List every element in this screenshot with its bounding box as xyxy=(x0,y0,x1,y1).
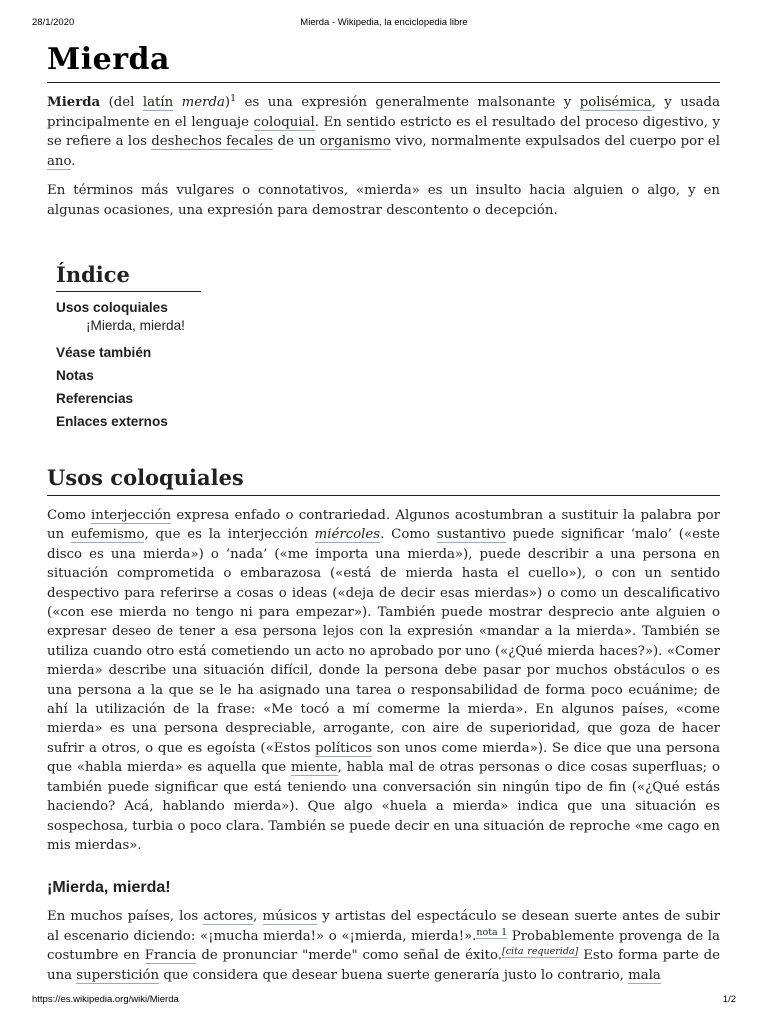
link-politicos[interactable]: políticos xyxy=(315,740,373,756)
text-run: Como xyxy=(47,508,92,523)
link-organismo[interactable]: organismo xyxy=(319,134,391,149)
text-run: , que es la interjección xyxy=(144,527,315,543)
link-musicos[interactable]: músicos xyxy=(262,909,318,925)
text-run: Probablemente provenga de la costumbre en xyxy=(47,928,720,964)
text-run: de un xyxy=(273,134,320,149)
link-mala[interactable]: mala xyxy=(628,967,661,983)
note-1[interactable]: nota 1 xyxy=(476,926,508,938)
text-run: expresa enfado o contrariedad. Algunos acostumbran a sustituir la palabra por un xyxy=(47,508,720,543)
table-of-contents xyxy=(56,262,201,431)
link-ano[interactable]: ano xyxy=(47,153,72,169)
print-page-title: Mierda - Wikipedia, la enciclopedia libre xyxy=(300,17,468,28)
text-run xyxy=(173,95,181,110)
intro-term: Mierda xyxy=(47,95,101,110)
toc-title: Índice xyxy=(56,262,201,292)
link-miercoles-text: miércoles xyxy=(314,527,381,543)
usos-paragraph xyxy=(47,506,720,855)
text-run: En muchos países, los xyxy=(47,909,204,925)
print-page-number: 1/2 xyxy=(722,994,736,1005)
toc-item-notas[interactable]: Notas xyxy=(56,368,94,383)
link-miercoles[interactable] xyxy=(315,527,381,543)
text-run: y artistas del espectáculo se desean suerte antes de subir al escenario diciendo: «¡mucha mierda!» o «¡mierda, mierda!». xyxy=(47,909,720,944)
subsection-heading-mierda: ¡Mierda, mierda! xyxy=(47,879,171,897)
print-footer xyxy=(32,994,736,1008)
link-sustantivo[interactable]: sustantivo xyxy=(436,527,506,543)
toc-item-usos-coloquiales[interactable]: Usos coloquiales xyxy=(56,300,168,315)
section-heading-usos: Usos coloquiales xyxy=(47,465,720,496)
text-run: que considera que desear buena suerte generaría justo lo contrario, xyxy=(159,967,629,983)
citation-needed-text: [cita requerida] xyxy=(502,946,579,958)
text-run: . En sentido estricto es el resultado del proceso digestivo, y se refiere a los xyxy=(47,114,720,149)
text-run: es una expresión generalmente malsonante y xyxy=(236,95,580,110)
print-date: 28/1/2020 xyxy=(32,17,75,28)
text-run: puede significar ‘malo’ («este disco es una mierda») o ‘nada’ («me importa una mierda»), puede describir a una persona en situación comprometida o embarazosa («está de mierda hasta el cuello»), o con un sentido despectivo para referirse a cosas o ideas («deja de decir esas mierdas») o como un descalificativo («con ese mierda no tengo ni para empezar»). También puede mostrar desprecio ante alguien o expresar deseo de tener a esa persona lejos con la expresión «mandar a la mierda». También se utiliza cuando otro está cometiendo un acto no aprobado por uno («¿Qué mierda haces?»). «Comer mierda» describe una situación difícil, donde la persona debe pasar por muchos obstáculos o es una persona a la que se le ha asignado una tarea o responsabilidad de forma poco ecuánime; de ahí la utilización de la frase: «Me tocó a mí comerme la mierda». En algunos países, «come mierda» es una persona despreciable, arrogante, con aire de superioridad, que goza de hacer sufrir a otros, o que es egoísta («Estos xyxy=(47,527,720,756)
link-francia[interactable]: Francia xyxy=(144,948,197,964)
etymology-word: merda xyxy=(181,95,225,110)
intro-paragraph xyxy=(47,93,720,171)
link-eufemismo[interactable]: eufemismo xyxy=(70,527,145,543)
link-supersticion[interactable]: superstición xyxy=(76,967,160,983)
print-header xyxy=(32,17,736,31)
text-run: (del xyxy=(100,95,143,110)
text-run: ) xyxy=(224,95,231,110)
text-run: vivo, normalmente expulsados del cuerpo por el xyxy=(390,134,720,149)
text-run: Esto forma parte de una xyxy=(47,948,720,983)
toc-item-referencias[interactable]: Referencias xyxy=(56,391,134,406)
toc-item-mierda-mierda[interactable]: ¡Mierda, mierda! xyxy=(86,318,185,333)
link-miente[interactable]: miente xyxy=(291,760,338,776)
text-run: , xyxy=(253,909,263,925)
toc-item-vease-tambien[interactable]: Véase también xyxy=(56,345,152,360)
link-latin[interactable]: latín xyxy=(142,95,174,110)
intro-paragraph-2: En términos más vulgares o connotativos, «mierda» es un insulto hacia alguien o algo, y en algunas ocasiones, una expresión para demostrar descontento o decepción. xyxy=(47,183,720,218)
page-title: Mierda xyxy=(47,40,720,83)
print-url: https://es.wikipedia.org/wiki/Mierda xyxy=(32,994,179,1005)
link-interjeccion[interactable]: interjección xyxy=(91,508,172,523)
text-run: . xyxy=(71,153,76,169)
link-actores[interactable]: actores xyxy=(203,909,254,925)
reference-1[interactable]: 1 xyxy=(230,93,237,104)
text-run: son unos come mierda»). Se dice que una persona que «habla mierda» es aquella que xyxy=(47,740,721,776)
article-content xyxy=(47,40,720,985)
citation-needed[interactable] xyxy=(502,946,578,958)
text-run: . Como xyxy=(380,527,437,543)
text-run: de pronunciar "merde" como señal de éxito. xyxy=(196,948,503,964)
link-deshechos-fecales[interactable]: deshechos fecales xyxy=(151,134,274,149)
text-run: , y usada principalmente en el lenguaje xyxy=(47,95,720,130)
link-coloquial[interactable]: coloquial xyxy=(253,114,315,130)
text-run: , habla mal de otras personas o dice cosas superfluas; o también puede significar que está teniendo una conversación sin ningún tipo de fin («¿Qué estás haciendo? Acá, hablando mierda»). Que algo «huela a mierda» indica que una situación es sospechosa, turbia o poco clara. También se puede decir en una situación de reproche «me cago en mis mierdas». xyxy=(47,760,721,853)
link-polisemica[interactable]: polisémica xyxy=(579,95,652,110)
toc-item-enlaces-externos[interactable]: Enlaces externos xyxy=(56,414,168,429)
mierda-paragraph xyxy=(47,907,720,985)
